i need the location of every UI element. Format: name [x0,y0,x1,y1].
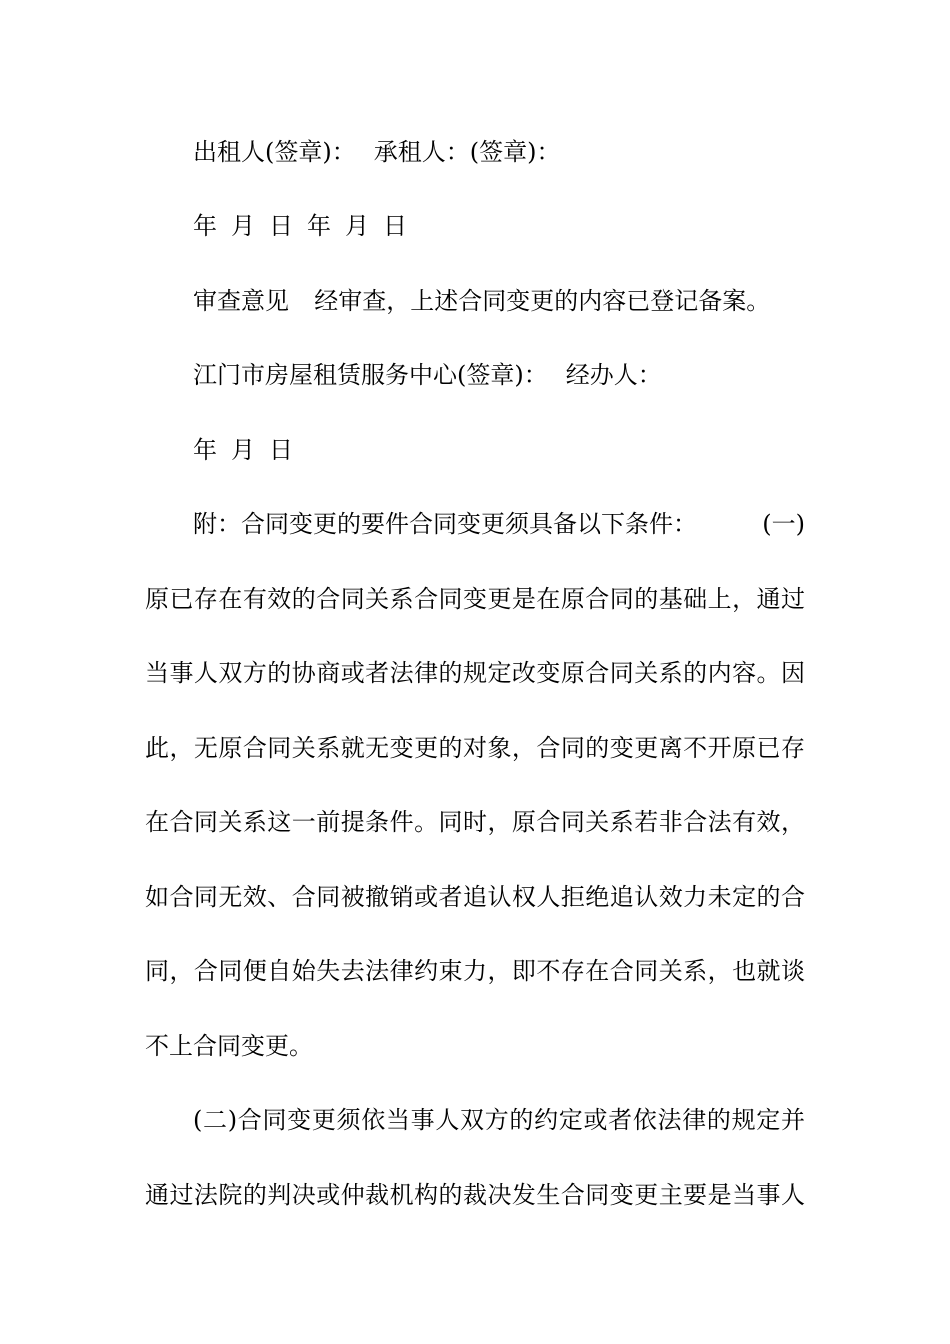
item1-marker: (一) [762,510,805,538]
date-year: 年 [193,212,217,240]
date-month: 月 [345,212,369,240]
date-line-single [193,435,805,465]
paragraph-line: 原已存在有效的合同关系合同变更是在原合同的基础上，通过 [145,585,805,613]
date-month: 月 [231,212,255,240]
date-month: 月 [231,436,255,464]
paragraph-line: 在合同关系这一前提条件。同时，原合同关系若非合法有效， [145,808,805,836]
date-line-double [193,211,805,241]
paragraph-line: 当事人双方的协商或者法律的规定改变原合同关系的内容。因 [145,659,805,687]
item2-first-line: (二)合同变更须依当事人双方的约定或者依法律的规定并 [193,1106,805,1134]
signature-line [193,137,805,167]
center-name: 江门市房屋租赁服务中心(签章)： [193,361,548,389]
lessor-signature-label: 出租人(签章)： [193,138,356,166]
item2-second-line: 通过法院的判决或仲裁机构的裁决发生合同变更主要是当事人 [145,1181,805,1209]
date-day: 日 [383,212,407,240]
lessee-signature-label: 承租人：(签章)： [373,138,561,166]
date-day: 日 [269,212,293,240]
paragraph-line: 不上合同变更。 [145,1032,313,1060]
date-year: 年 [193,436,217,464]
review-label: 审查意见 [193,287,289,315]
handler-label: 经办人： [565,361,662,389]
date-day: 日 [269,436,293,464]
paragraph-line: 同，合同便自始失去法律约束力，即不存在合同关系，也就谈 [145,957,805,985]
review-text: 经审查，上述合同变更的内容已登记备案。 [314,287,771,315]
paragraph-line: 此，无原合同关系就无变更的对象，合同的变更离不开原已存 [145,734,805,762]
paragraph-line: 如合同无效、合同被撤销或者追认权人拒绝追认效力未定的合 [145,883,805,911]
attachment-intro-line [193,509,805,539]
date-year: 年 [307,212,331,240]
attachment-intro: 附：合同变更的要件合同变更须具备以下条件： [193,510,697,538]
review-line [193,286,805,316]
center-line [193,360,805,390]
